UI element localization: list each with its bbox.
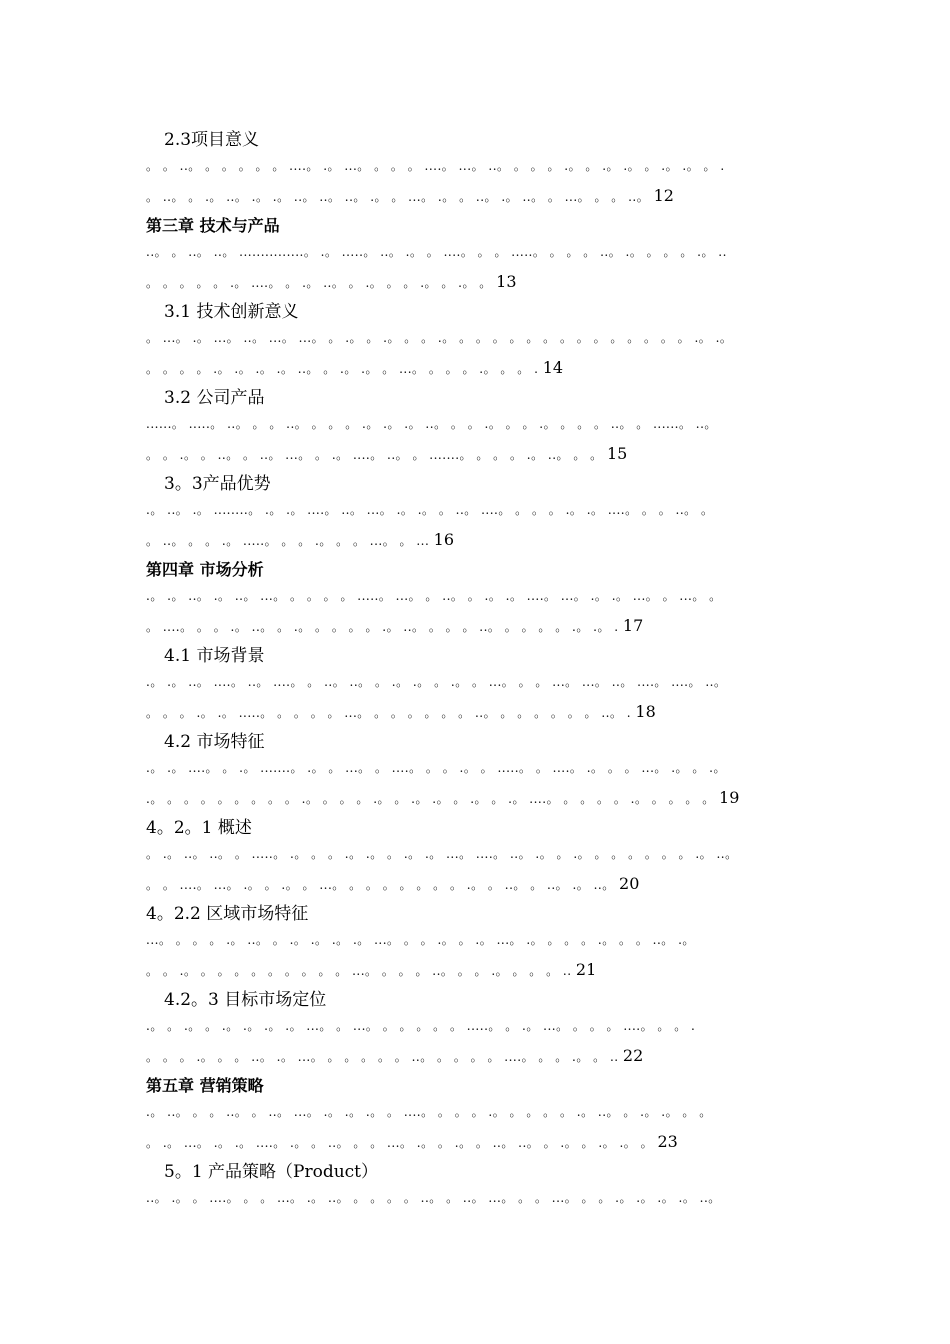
toc-section-heading[interactable]: 5。1 产品策略（Product）: [164, 1162, 379, 1182]
toc-entry[interactable]: [146, 816, 806, 900]
toc-page-number: 13: [496, 272, 517, 291]
toc-dot-leader: 。 .。 ..。 ..。 。 .....。 .。 。 。 .。 .。 。 .。 .。 ...。 ....。 ..。 .。 。 .。 。 。 。 。 。 。 .。 ..。: [146, 847, 738, 861]
toc-dot-leader-end: [146, 783, 806, 814]
toc-dot-leader-end: [146, 353, 806, 384]
toc-dot-leader: 。 ....。 。 。 .。 ..。 。 .。 。 。 。 。 .。 ..。 。 。 。 ..。 。 。 。 。 .。 .。 .: [146, 620, 619, 634]
toc-page-number: 17: [622, 616, 644, 635]
toc-page-number: 22: [622, 1046, 644, 1065]
toc-entry[interactable]: [146, 902, 806, 986]
toc-dot-leader-end: [146, 869, 806, 900]
toc-dot-leader-end: [146, 439, 806, 470]
toc-dot-leader: ..。 .。 。 ....。 。 。 ...。 .。 ..。 。 。 。 。 ..。 。 ..。 ...。 。 。 ...。 。 。 .。 .。 .。 .。 ..。: [146, 1191, 721, 1205]
toc-section-heading[interactable]: 3。3产品优势: [164, 474, 271, 494]
toc-page-number: 21: [575, 960, 597, 979]
toc-chapter-heading[interactable]: 第四章 市场分析: [146, 560, 264, 579]
toc-entry[interactable]: [146, 1160, 806, 1213]
toc-dot-leader: ..。 。 ..。 ..。 ...............。 .。 .....。 ..。 .。 。 ....。 。 。 .....。 。 。 。 ..。 .。 。 。 。 .。 ..: [146, 245, 727, 259]
toc-dot-leader: 。 。 。 .。 .。 .....。 。 。 。 。 ...。 。 。 。 。 。 。 ..。 。 。 。 。 。 。 ..。 .: [146, 706, 632, 720]
toc-dot-leader: 。 。 。 。 。 .。 ....。 。 .。 ..。 。 .。 。 。 .。 。 .。 。: [146, 276, 492, 290]
toc-dot-leader-end: [146, 697, 806, 728]
toc-dot-leader: 。 。 。 。 .。 .。 .。 .。 ..。 。 .。 .。 。 ...。 。 。 。 .。 。 。 .: [146, 362, 539, 376]
toc-page-number: 23: [657, 1132, 678, 1151]
toc-entry[interactable]: [146, 214, 806, 298]
toc-section-heading[interactable]: 3.2 公司产品: [164, 388, 265, 408]
toc-dot-leader: 。 。 .。 。 。 。 。 。 。 。 。 。 ...。 。 。 。 ..。 。 。 .。 。 。 。 ..: [146, 964, 572, 978]
toc-entry[interactable]: [146, 386, 806, 470]
toc-dot-leader-end: [146, 611, 806, 642]
toc-section-heading[interactable]: 4.1 市场背景: [164, 646, 265, 666]
toc-dot-leader-end: [146, 1127, 806, 1158]
toc-entry[interactable]: [146, 128, 806, 212]
toc-dot-leader: .。 ..。 。 。 ..。 。 ..。 ...。 .。 .。 .。 。 ....。 。 。 。 .。 。 。 。 。 .。 ..。 。 .。 .。 。 。: [146, 1105, 712, 1119]
toc-dot-leader-end: [146, 525, 806, 556]
toc-section-heading[interactable]: 4。2.2 区域市场特征: [146, 904, 309, 924]
toc-section-heading[interactable]: 3.1 技术创新意义: [164, 302, 299, 322]
toc-section-heading[interactable]: 2.3项目意义: [164, 130, 260, 150]
toc-dot-leader: .。 ..。 .。 ........。 .。 .。 ....。 ..。 ...。 .。 .。 。 ..。 ....。 。 。 。 .。 .。 ....。 。 。 ..。 。: [146, 503, 714, 517]
toc-entry[interactable]: [146, 300, 806, 384]
toc-dot-leader: .。 。 。 。 。 。 。 。 。 .。 。 。 。 .。 。 .。 .。 。 .。 。 .。 ....。 。 。 。 。 .。 。 。 。 。: [146, 792, 715, 806]
toc-chapter-heading[interactable]: 第五章 营销策略: [146, 1076, 264, 1095]
toc-dot-leader: 。 。 ..。 。 。 。 。 。 ....。 .。 ...。 。 。 。 ....。 ...。 ..。 。 。 。 .。 。 .。 .。 。 .。 .。 。 .: [146, 159, 725, 173]
toc-section-heading[interactable]: 4。2。1 概述: [146, 818, 252, 838]
toc-dot-leader-end: [146, 181, 806, 212]
toc-dot-leader: ...。 。 。 。 .。 ..。 。 .。 .。 .。 .。 ...。 。 。 .。 。 .。 ...。 .。 。 。 。 .。 。 。 ..。 .。: [146, 933, 695, 947]
toc-dot-leader: 。 .。 ...。 .。 .。 ....。 .。 。 ..。 。 。 ...。 .。 。 .。 。 ..。 ..。 。 .。 。 .。 .。 。: [146, 1136, 654, 1150]
toc-page-number: 19: [719, 788, 740, 807]
toc-dot-leader: 。 。 。 .。 。 。 ..。 .。 ...。 。 。 。 。 。 ..。 。 。 。 。 ....。 。 。 .。 。 ..: [146, 1050, 619, 1064]
toc-section-heading[interactable]: 4.2。3 目标市场定位: [164, 990, 327, 1010]
toc-dot-leader: .。 .。 ....。 。 .。 .......。 .。 。 ...。 。 ....。 。 。 .。 。 .....。 。 ....。 .。 。 。 ...。 .。 。 .。: [146, 761, 726, 775]
toc-dot-leader: 。 ...。 .。 ...。 ..。 ...。 ...。 。 .。 。 .。 。 。 .。 。 。 。 。 。 。 。 。 。 。 。 。 。 。 .。 .。: [146, 331, 733, 345]
toc-dot-leader: .。 .。 ..。 ....。 ..。 ....。 。 ..。 ..。 。 .。 .。 。 .。 。 ...。 。 。 ...。 ...。 ..。 ....。 ....。 ..。: [146, 675, 727, 689]
toc-dot-leader: ......。 .....。 ..。 。 。 ..。 。 。 。 .。 .。 .。 ..。 。 。 .。 。 。 .。 。 。 。 ..。 。 ......。 ..。: [146, 417, 717, 431]
toc-entry[interactable]: [146, 1074, 806, 1158]
toc-page-number: 18: [635, 702, 656, 721]
toc-dot-leader: 。 ..。 。 .。 ..。 .。 .。 ..。 ..。 ..。 .。 。 ...。 .。 。 ..。 .。 ..。 。 ...。 。 。 ..。: [146, 190, 650, 204]
toc-entry[interactable]: [146, 988, 806, 1072]
toc-entry[interactable]: [146, 730, 806, 814]
toc-dot-leader: .。 。 .。 。 .。 .。 .。 .。 ...。 。 ...。 。 。 。 。 。 .....。 。 .。 ...。 。 。 。 ....。 。 。 .: [146, 1019, 696, 1033]
toc-dot-leader: 。 ..。 。 。 .。 .....。 。 。 .。 。 。 ...。 。 ...: [146, 534, 430, 548]
toc-page-number: 15: [606, 444, 628, 463]
toc-dot-leader-end: [146, 267, 806, 298]
toc-dot-leader: 。 。 .。 。 ..。 。 ..。 ...。 。 .。 ....。 ..。 。 .......。 。 。 。 .。 ..。 。 。: [146, 448, 603, 462]
toc-entry[interactable]: [146, 558, 806, 642]
toc-entry[interactable]: [146, 644, 806, 728]
toc-chapter-heading[interactable]: 第三章 技术与产品: [146, 216, 280, 235]
toc-page-number: 12: [653, 186, 674, 205]
toc-section-heading[interactable]: 4.2 市场特征: [164, 732, 265, 752]
toc-page-number: 16: [433, 530, 454, 549]
toc-dot-leader-end: [146, 1041, 806, 1072]
toc-dot-leader-end: [146, 955, 806, 986]
toc-page-number: 20: [619, 874, 640, 893]
toc-entry[interactable]: [146, 472, 806, 556]
toc-page-number: 14: [542, 358, 564, 377]
toc-dot-leader: 。 。 ....。 ...。 .。 。 .。 。 ...。 。 。 。 。 。 。 。 .。 。 ..。 。 ..。 .。 ..。: [146, 878, 615, 892]
toc-dot-leader: .。 .。 ..。 .。 ..。 ...。 。 。 。 。 .....。 ...。 。 ..。 。 .。 .。 ....。 ...。 .。 .。 ...。 。 ...。 。: [146, 589, 722, 603]
